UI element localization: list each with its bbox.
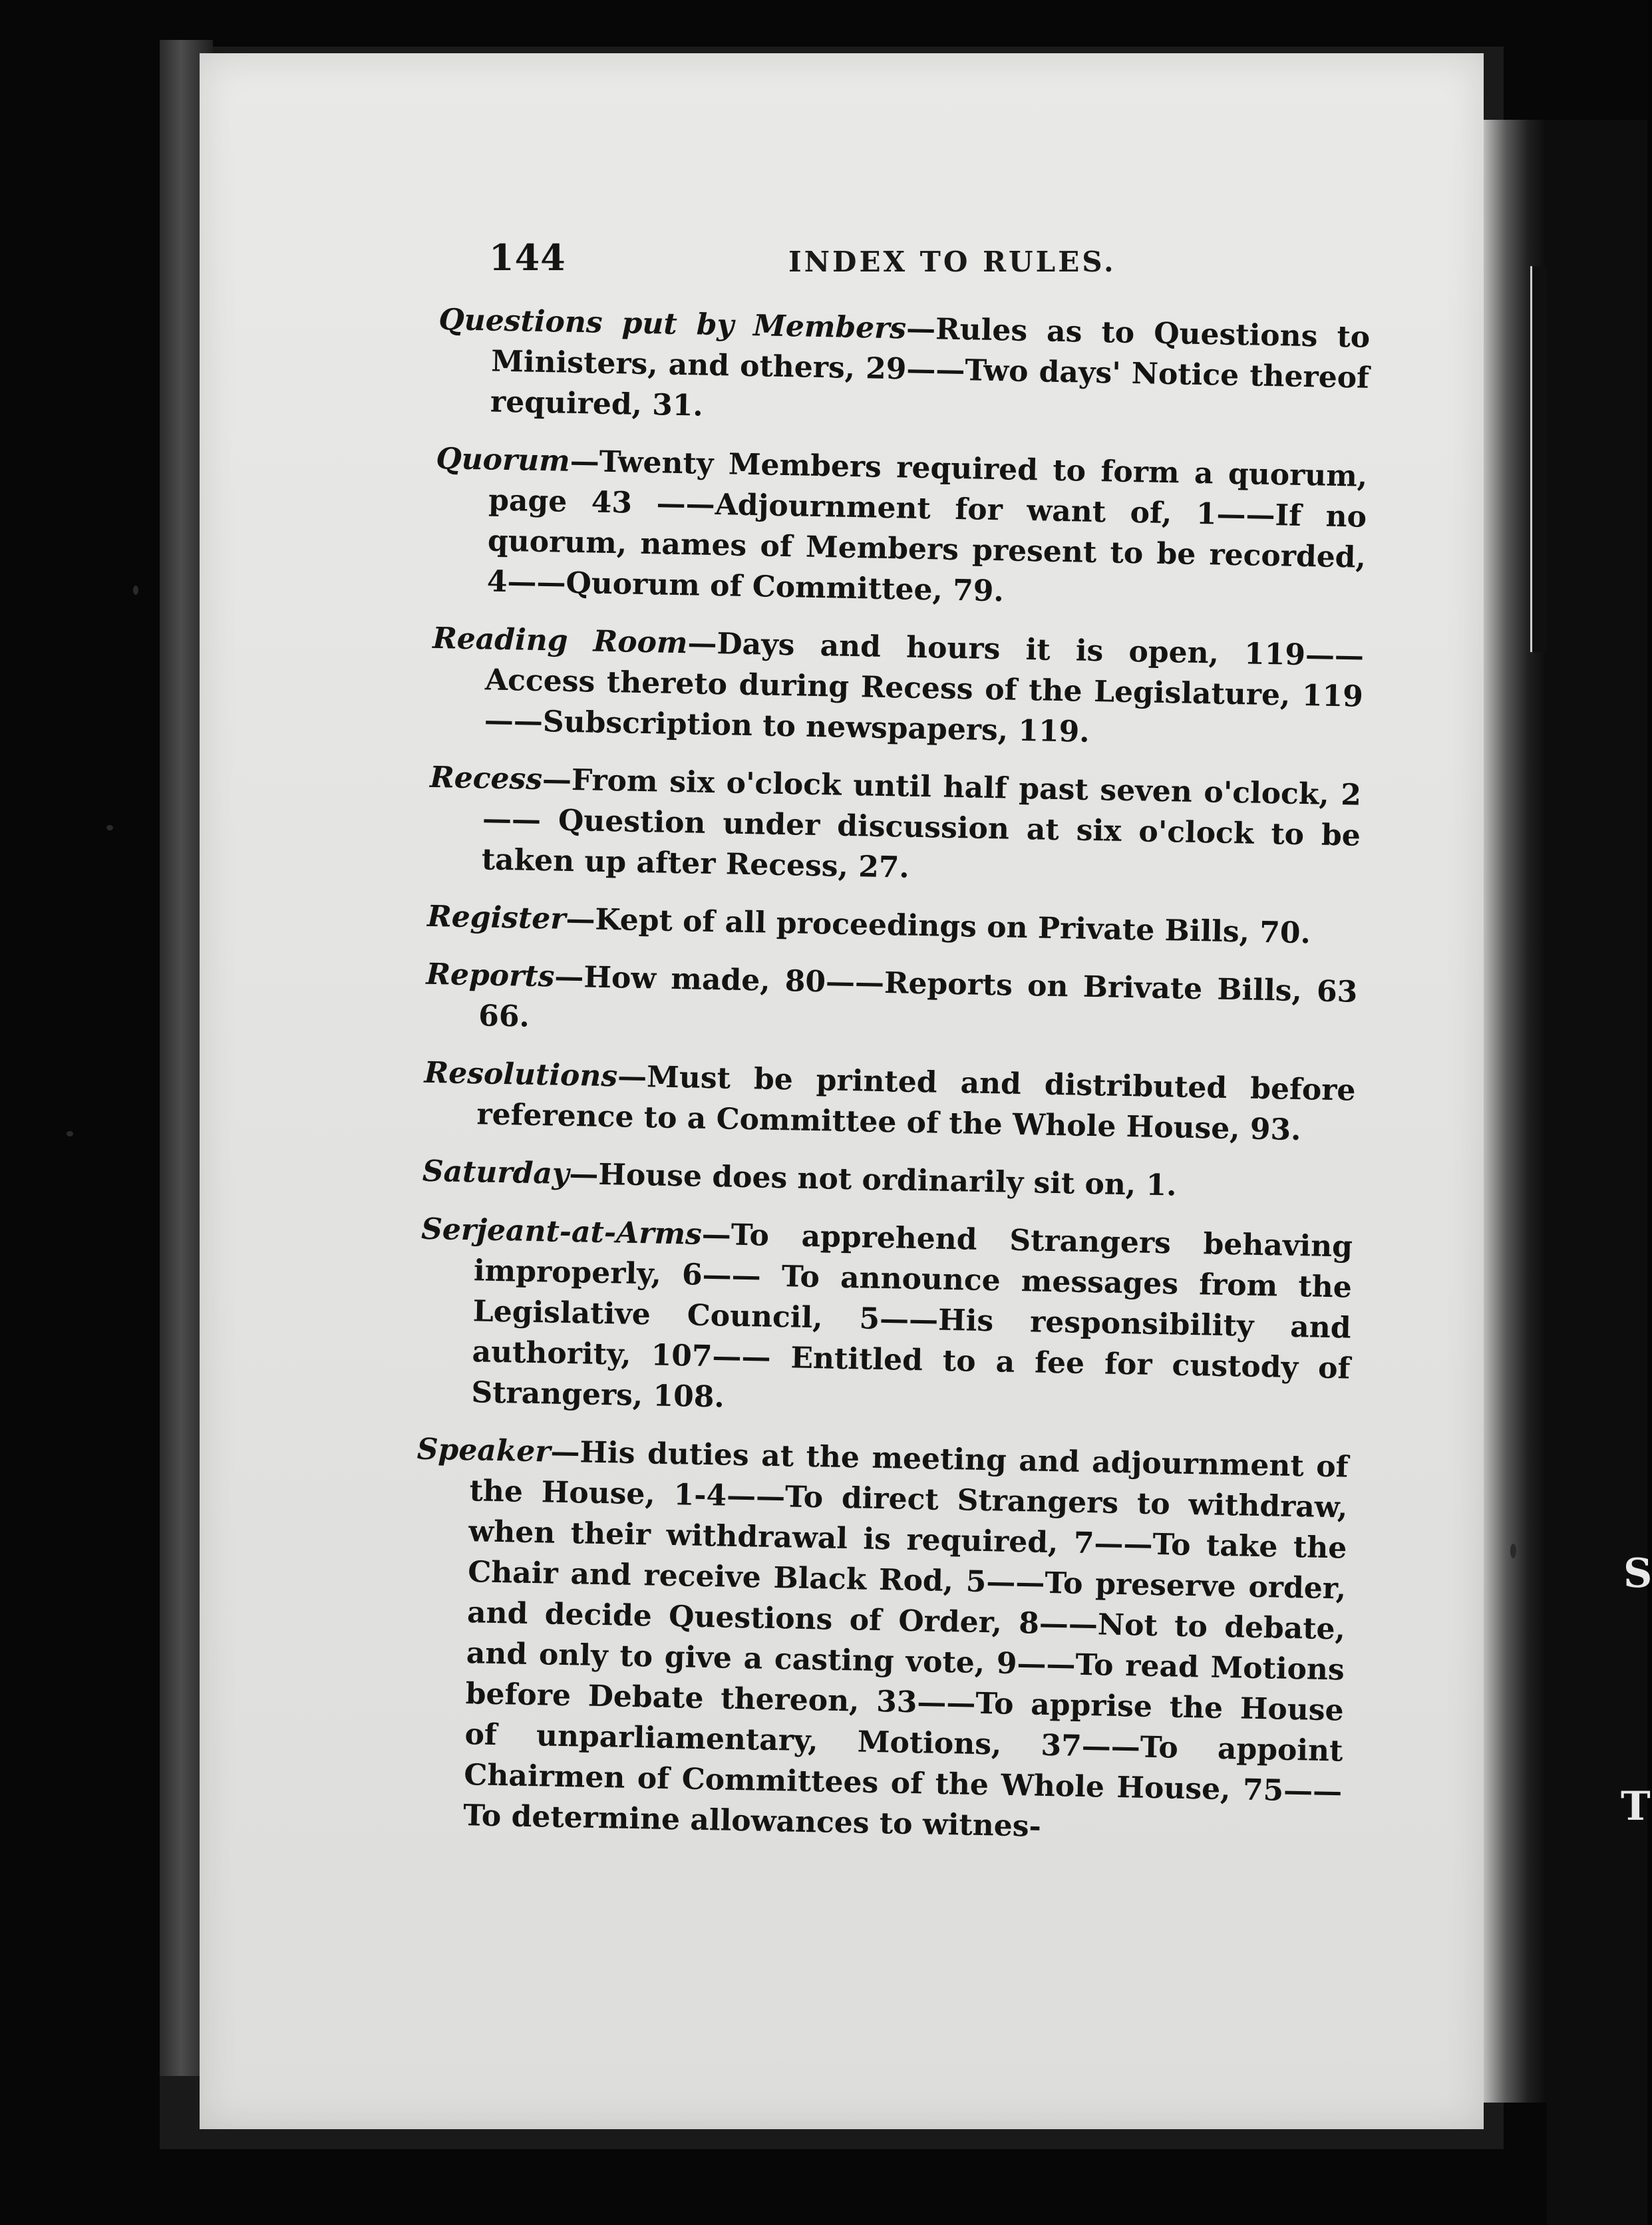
facing-page-glyph-lower: T bbox=[1621, 1783, 1651, 1830]
index-entry bbox=[433, 438, 1367, 619]
running-title: INDEX TO RULES. bbox=[788, 246, 1116, 278]
entry-heading: Register bbox=[426, 899, 566, 936]
entry-heading: Resolutions bbox=[424, 1055, 618, 1094]
index-entry bbox=[422, 1151, 1354, 1210]
entry-heading: Serjeant-at-Arms bbox=[420, 1212, 703, 1252]
entry-body: —To apprehend Strangers behaving improperly, 6—— To announce messages from the Legislative Council, 5——His responsibility and authority, 107—— Entitled to a fee for custody of Strangers, 108. bbox=[470, 1217, 1353, 1415]
entry-body: —How made, 80——Reports on Brivate Bills, 63 66. bbox=[478, 959, 1358, 1034]
entry-body: —Rules as to Questions to Ministers, and others, 29——Two days' Notice thereof required, 31. bbox=[490, 311, 1371, 423]
entry-heading: Speaker bbox=[416, 1432, 551, 1469]
scan-speck bbox=[67, 1131, 73, 1136]
entry-heading: Quorum bbox=[435, 441, 571, 478]
index-entry bbox=[425, 954, 1358, 1053]
entry-body: —Must be printed and distributed before reference to a Committee of the Whole House, 93. bbox=[476, 1059, 1356, 1148]
entry-heading: Recess bbox=[429, 760, 543, 797]
index-entries bbox=[409, 299, 1371, 1870]
entry-body: —Twenty Members required to form a quorum, page 43 ——Adjournment for want of, 1——If no quorum, names of Members present to be recorded, 4——Quorum of Committee, 79. bbox=[486, 444, 1368, 609]
entry-body: —From six o'clock until half past seven o'clock, 2—— Question under discussion at six o'clock to be taken up after Recess, 27. bbox=[481, 763, 1362, 885]
entry-heading: Reading Room bbox=[432, 621, 688, 661]
entry-heading: Saturday bbox=[422, 1154, 570, 1191]
facing-page-edge bbox=[1547, 120, 1647, 2225]
scan-speck bbox=[1510, 1544, 1516, 1558]
entry-heading: Questions put by Members bbox=[438, 302, 907, 346]
index-entry bbox=[427, 896, 1359, 955]
index-entry bbox=[436, 299, 1370, 439]
scan-speck bbox=[133, 586, 138, 595]
index-entry bbox=[423, 1053, 1356, 1152]
entry-body: —Days and hours it is open, 119——Access thereto during Recess of the Legislature, 119——Subscription to newspapers, 119. bbox=[484, 626, 1365, 749]
entry-body: —House does not ordinarily sit on, 1. bbox=[568, 1156, 1177, 1203]
index-entry bbox=[430, 618, 1364, 758]
page-header bbox=[489, 236, 1401, 296]
scan-speck bbox=[106, 825, 113, 830]
index-entry bbox=[410, 1429, 1349, 1853]
entry-body: —His duties at the meeting and adjournment of the House, 1-4——To direct Strangers to withdraw, when their withdrawal is required, 7——To take the Chair and receive Black Rod, 5——To preserve order, and decide Questions of Order, 8——Not to debate, and only to give a casting vote, 9——To read Motions before Debate thereon, 33——To apprise the House of unparliamentary, Motions, 37——To appoint Chairmen of Committees of the Whole House, 75——To determine allowances to witnes- bbox=[462, 1435, 1349, 1844]
page-number: 144 bbox=[489, 236, 566, 279]
entry-body: —Kept of all proceedings on Private Bills, 70. bbox=[565, 902, 1311, 951]
index-entry bbox=[418, 1209, 1353, 1430]
facing-page-glyph-upper: S bbox=[1623, 1550, 1652, 1597]
entry-heading: Reports bbox=[426, 957, 555, 994]
index-entry bbox=[428, 757, 1361, 897]
